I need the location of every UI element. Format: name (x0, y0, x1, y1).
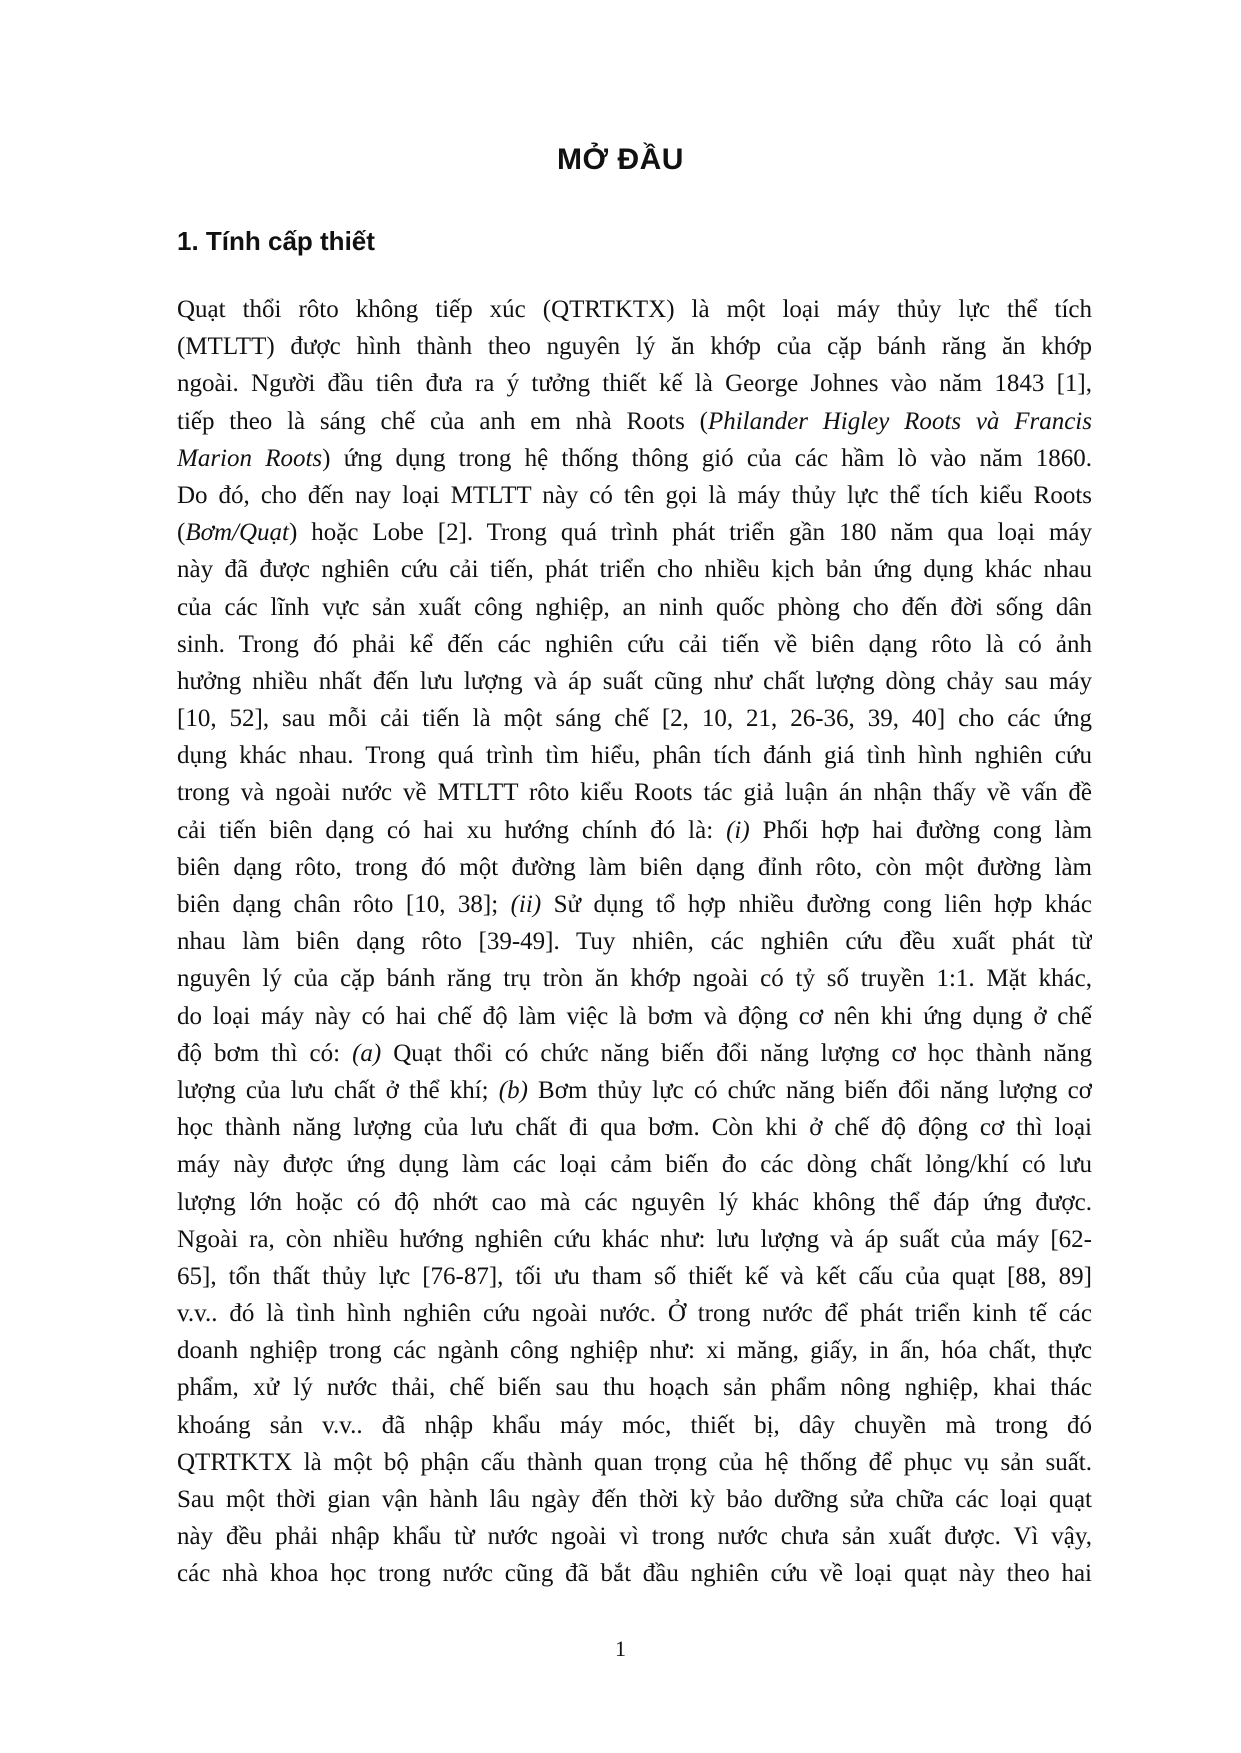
text-run: tiếp theo là sáng chế của anh em nhà Roots ( (177, 407, 708, 435)
text-line (177, 1072, 1092, 1109)
text-line (177, 812, 1092, 849)
text-line (177, 1295, 1092, 1332)
text-line (177, 849, 1092, 886)
text-run: dụng khác nhau. Trong quá trình tìm hiểu, phân tích đánh giá tình hình nghiên cứu (177, 742, 1092, 770)
text-run: trong và ngoài nước về MTLTT rôto kiểu Roots tác giả luận án nhận thấy về vấn đề (177, 779, 1092, 807)
text-run: các nhà khoa học trong nước cũng đã bắt đầu nghiên cứu về loại quạt này theo hai (177, 1560, 1092, 1588)
text-line (177, 1444, 1092, 1481)
text-run: ) ứng dụng trong hệ thống thông gió của các hầm lò vào năm 1860. (322, 444, 1092, 472)
text-line (177, 365, 1092, 402)
text-run: v.v.. đó là tình hình nghiên cứu ngoài nước. Ở trong nước để phát triển kinh tế các (177, 1300, 1092, 1328)
text-run: khoáng sản v.v.. đã nhập khẩu máy móc, thiết bị, dây chuyền mà trong đó (177, 1411, 1092, 1439)
text-run: độ bơm thì có: (177, 1039, 353, 1067)
text-line (177, 737, 1092, 774)
text-run: 65], tổn thất thủy lực [76-87], tối ưu tham số thiết kế và kết cấu của quạt [88, 89] (177, 1262, 1092, 1290)
text-line (177, 551, 1092, 588)
page-number: 1 (615, 1636, 626, 1661)
body-paragraph (177, 291, 1092, 1593)
text-run: này đã được nghiên cứu cải tiến, phát triển cho nhiều kịch bản ứng dụng khác nhau (177, 556, 1092, 584)
text-line (177, 1035, 1092, 1072)
text-run: này đều phải nhập khẩu từ nước ngoài vì trong nước chưa sản xuất được. Vì vậy, (177, 1523, 1092, 1551)
italic-text: Bơm/Quạt (185, 519, 289, 547)
text-run: học thành năng lượng của lưu chất đi qua bơm. Còn khi ở chế độ động cơ thì loại (177, 1114, 1092, 1142)
text-run: Bơm thủy lực có chức năng biến đổi năng lượng cơ (527, 1076, 1092, 1104)
text-line (177, 440, 1092, 477)
text-line (177, 1518, 1092, 1555)
text-line (177, 1146, 1092, 1183)
text-run: máy này được ứng dụng làm các loại cảm biến đo các dòng chất lỏng/khí có lưu (177, 1151, 1092, 1179)
text-line (177, 1221, 1092, 1258)
text-run: Quạt thổi rôto không tiếp xúc (QTRTKTX) là một loại máy thủy lực thể tích (177, 296, 1092, 323)
text-line (177, 477, 1092, 514)
text-line (177, 663, 1092, 700)
text-line (177, 1369, 1092, 1406)
text-run: biên dạng chân rôto [10, 38]; (177, 891, 511, 918)
text-line (177, 1555, 1092, 1592)
text-line (177, 774, 1092, 811)
text-run: Phối hợp hai đường cong làm (749, 816, 1092, 844)
text-line (177, 1258, 1092, 1295)
text-run: QTRTKTX là một bộ phận cấu thành quan trọng của hệ thống để phục vụ sản suất. (177, 1448, 1092, 1476)
text-run: lượng lớn hoặc có độ nhớt cao mà các nguyên lý khác không thể đáp ứng được. (177, 1188, 1092, 1216)
italic-text: (b) (498, 1076, 528, 1104)
text-run: (MTLTT) được hình thành theo nguyên lý ăn khớp của cặp bánh răng ăn khớp (177, 333, 1092, 361)
text-line (177, 589, 1092, 626)
section-heading: 1. Tính cấp thiết (177, 226, 375, 256)
italic-text: (a) (352, 1039, 382, 1067)
text-run: Quạt thổi có chức năng biến đổi năng lượng cơ học thành năng (381, 1039, 1092, 1067)
text-line (177, 1481, 1092, 1518)
text-line (177, 886, 1092, 923)
text-run: của các lĩnh vực sản xuất công nghiệp, an ninh quốc phòng cho đến đời sống dân (177, 593, 1092, 621)
text-run: Sau một thời gian vận hành lâu ngày đến thời kỳ bảo dưỡng sửa chữa các loại quạt (177, 1486, 1092, 1513)
text-run: hưởng nhiều nhất đến lưu lượng và áp suất cũng như chất lượng dòng chảy sau máy (177, 667, 1092, 695)
text-line (177, 923, 1092, 960)
text-run: ) hoặc Lobe [2]. Trong quá trình phát triển gần 180 năm qua loại máy (288, 519, 1092, 547)
italic-text: Marion Roots (177, 444, 323, 472)
text-line (177, 1184, 1092, 1221)
text-run: biên dạng rôto, trong đó một đường làm biên dạng đỉnh rôto, còn một đường làm (177, 853, 1092, 881)
text-line (177, 700, 1092, 737)
text-line (177, 514, 1092, 551)
italic-text: (i) (726, 816, 750, 844)
text-line (177, 1109, 1092, 1146)
text-run: Sử dụng tổ hợp nhiều đường cong liên hợp khác (541, 891, 1092, 918)
text-run: lượng của lưu chất ở thể khí; (177, 1076, 499, 1104)
italic-text: (ii) (510, 891, 542, 918)
text-run: doanh nghiệp trong các ngành công nghiệp như: xi măng, giấy, in ấn, hóa chất, thực (177, 1337, 1092, 1365)
text-line (177, 998, 1092, 1035)
text-run: sinh. Trong đó phải kể đến các nghiên cứu cải tiến về biên dạng rôto là có ảnh (177, 630, 1092, 658)
text-line (177, 626, 1092, 663)
text-run: do loại máy này có hai chế độ làm việc là bơm và động cơ nên khi ứng dụng ở chế (177, 1002, 1092, 1030)
text-line (177, 403, 1092, 440)
text-line (177, 1332, 1092, 1369)
page-title: MỞ ĐẦU (557, 143, 684, 176)
text-line (177, 328, 1092, 365)
text-line (177, 291, 1092, 328)
text-run: cải tiến biên dạng có hai xu hướng chính đó là: (177, 816, 727, 844)
text-line (177, 1407, 1092, 1444)
text-run: nhau làm biên dạng rôto [39-49]. Tuy nhiên, các nghiên cứu đều xuất phát từ (177, 928, 1092, 956)
italic-text: Philander Higley Roots và Francis (707, 407, 1092, 435)
text-run: phẩm, xử lý nước thải, chế biến sau thu hoạch sản phẩm nông nghiệp, khai thác (177, 1374, 1092, 1402)
text-run: ( (177, 519, 186, 547)
text-run: nguyên lý của cặp bánh răng trụ tròn ăn khớp ngoài có tỷ số truyền 1:1. Mặt khác, (177, 965, 1092, 993)
text-run: Ngoài ra, còn nhiều hướng nghiên cứu khác như: lưu lượng và áp suất của máy [62- (177, 1225, 1092, 1253)
text-run: Do đó, cho đến nay loại MTLTT này có tên gọi là máy thủy lực thể tích kiểu Roots (177, 481, 1092, 509)
text-line (177, 960, 1092, 997)
text-run: ngoài. Người đầu tiên đưa ra ý tưởng thiết kế là George Johnes vào năm 1843 [1], (177, 370, 1092, 398)
text-run: [10, 52], sau mỗi cải tiến là một sáng chế [2, 10, 21, 26-36, 39, 40] cho các ứng (177, 705, 1092, 733)
